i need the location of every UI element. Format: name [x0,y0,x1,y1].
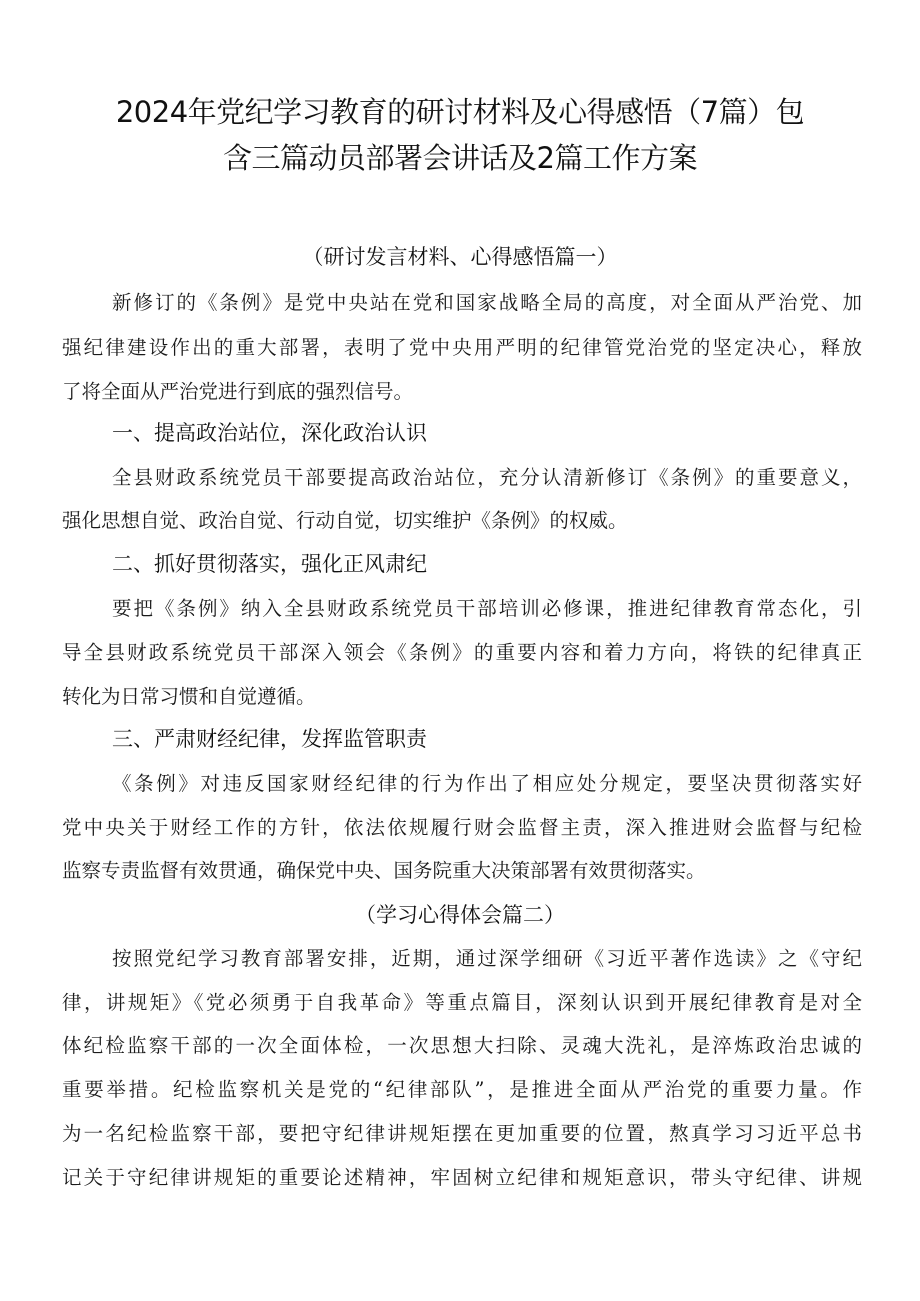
intro-paragraph-line: 了将全面从严治党进行到底的强烈信号。 [62,380,414,403]
paragraph-1-line: 全县财政系统党员干部要提高政治站位，充分认清新修订《条例》的重要意义， [112,466,862,489]
paragraph-2-line: 要把《条例》纳入全县财政系统党员干部培训必修课，推进纪律教育常态化，引 [112,597,862,620]
section-heading-1: 一、提高政治站位，深化政治认识 [112,421,427,445]
section-2-paragraph-line: 为一名纪检监察干部，要把守纪律讲规矩摆在更加重要的位置，熬真学习习近平总书 [62,1122,862,1145]
section-2-paragraph-line: 体纪检监察干部的一次全面体检，一次思想大扫除、灵魂大洗礼，是淬炼政治忠诚的 [62,1034,862,1057]
paragraph-3-line: 《条例》对违反国家财经纪律的行为作出了相应处分规定，要坚决贯彻落实好 [112,772,862,795]
section-heading-3: 三、严肃财经纪律，发挥监管职责 [112,727,427,751]
paragraph-3-line: 党中央关于财经工作的方针，依法依规履行财会监督主责，深入推进财会监督与纪检 [62,816,862,839]
section-2-subtitle: （学习心得体会篇二） [355,903,565,927]
paragraph-1-line: 强化思想自觉、政治自觉、行动自觉，切实维护《条例》的权威。 [62,509,628,532]
paragraph-2-line: 导全县财政系统党员干部深入领会《条例》的重要内容和着力方向，将铁的纪律真正 [62,641,862,664]
document-title-line-1: 2024年党纪学习教育的研讨材料及心得感悟（7篇）包 [115,95,805,129]
section-2-paragraph-line: 按照党纪学习教育部署安排，近期，通过深学细研《习近平著作选读》之《守纪 [112,947,862,970]
section-1-subtitle: （研讨发言材料、心得感悟篇一） [302,245,618,269]
section-heading-2: 二、抓好贯彻落实，强化正风肃纪 [112,552,427,576]
section-2-paragraph-line: 重要举措。纪检监察机关是党的“纪律部队”，是推进全面从严治党的重要力量。作 [62,1078,862,1101]
document-title-line-2: 含三篇动员部署会讲话及2篇工作方案 [223,141,697,175]
section-2-paragraph-line: 律，讲规矩》《党必须勇于自我革命》等重点篇目，深刻认识到开展纪律教育是对全 [62,991,862,1014]
paragraph-2-line: 转化为日常习惯和自觉遵循。 [62,685,316,708]
intro-paragraph-line: 新修订的《条例》是党中央站在党和国家战略全局的高度，对全面从严治党、加 [112,291,862,314]
intro-paragraph-line: 强纪律建设作出的重大部署，表明了党中央用严明的纪律管党治党的坚定决心，释放 [62,336,862,359]
paragraph-3-line: 监察专责监督有效贯通，确保党中央、国务院重大决策部署有效贯彻落实。 [62,859,706,882]
section-2-paragraph-line: 记关于守纪律讲规矩的重要论述精神，牢固树立纪律和规矩意识，带头守纪律、讲规 [62,1166,862,1189]
